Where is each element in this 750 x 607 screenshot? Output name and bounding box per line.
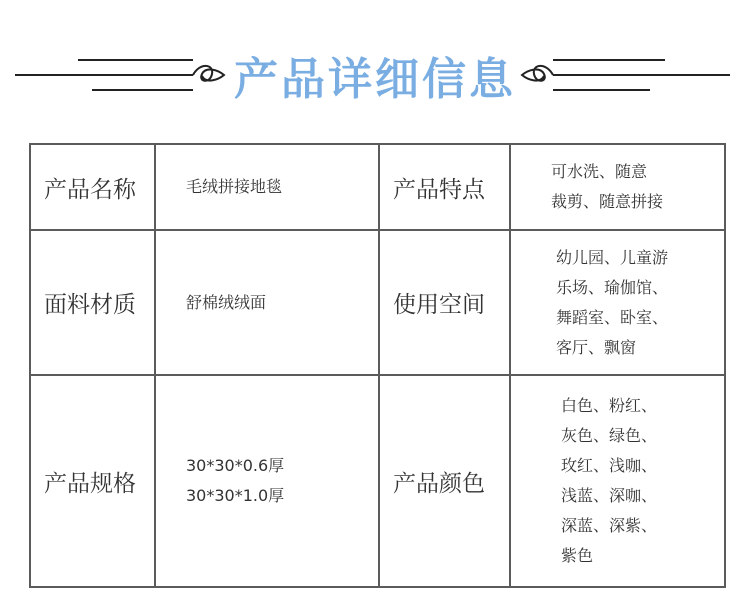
usage-space-label: 使用空间 [379, 230, 510, 375]
spec-label: 产品规格 [30, 375, 155, 587]
value-line: 幼儿园、儿童游 [556, 247, 669, 267]
value-line: 舞蹈室、卧室、 [556, 307, 669, 327]
color-value [510, 375, 725, 587]
page-title: 产品详细信息 [234, 54, 516, 105]
value-line: 客厅、飘窗 [556, 337, 637, 357]
value-line: 灰色、绿色、 [561, 426, 658, 445]
product-features-value [510, 144, 725, 230]
header [0, 0, 750, 130]
spec-value [155, 375, 379, 587]
value-line: 白色、粉红、 [561, 396, 658, 415]
value-line: 毛绒拼接地毯 [186, 177, 283, 196]
value-line: 浅蓝、深咖、 [561, 486, 658, 505]
value-line: 玫红、浅咖、 [561, 456, 658, 475]
value-line: 可水洗、随意 [551, 162, 648, 181]
product-features-label: 产品特点 [379, 144, 510, 230]
value-line: 乐场、瑜伽馆、 [556, 277, 669, 297]
color-label: 产品颜色 [379, 375, 510, 587]
product-name-label: 产品名称 [30, 144, 155, 230]
value-line: 舒棉绒绒面 [186, 292, 267, 312]
value-line: 深蓝、深紫、 [561, 516, 658, 535]
product-name-value [155, 144, 379, 230]
product-spec-table [29, 143, 726, 588]
value-line: 30*30*0.6厚 [186, 456, 285, 475]
value-line: 紫色 [561, 546, 594, 565]
table-row [30, 375, 725, 587]
table-row [30, 144, 725, 230]
table-row [30, 230, 725, 375]
usage-space-value [510, 230, 725, 375]
material-value [155, 230, 379, 375]
value-line: 30*30*1.0厚 [186, 486, 285, 505]
material-label: 面料材质 [30, 230, 155, 375]
value-line: 裁剪、随意拼接 [551, 192, 664, 211]
